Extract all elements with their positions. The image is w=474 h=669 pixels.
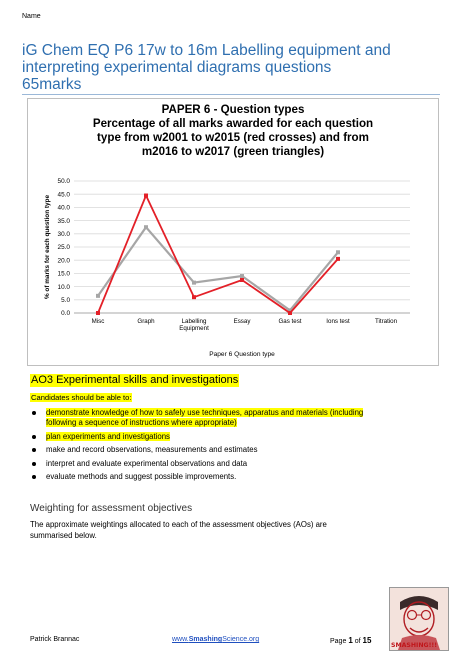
paragraph-line: The approximate weightings allocated to each of the assessment objectives (AOs) are <box>30 520 327 529</box>
weighting-heading: Weighting for assessment objectives <box>30 503 193 514</box>
y-tick-label: 15.0 <box>57 270 70 278</box>
website-brand: Smashing <box>188 636 223 643</box>
objective-item <box>30 432 430 442</box>
chart-title-line: type from w2001 to w2015 (red crosses) and from <box>97 131 369 144</box>
y-tick-label: 45.0 <box>57 191 70 199</box>
weighting-paragraph <box>30 519 430 541</box>
section-heading: AO3 Experimental skills and investigations <box>31 374 239 386</box>
x-tick-label: Misc <box>91 318 105 325</box>
chart-title-line: Percentage of all marks awarded for each question <box>92 117 374 130</box>
objective-item <box>30 472 430 482</box>
paragraph-line: summarised below. <box>30 531 97 540</box>
bullet-icon <box>32 448 36 452</box>
mascot-face-icon <box>390 588 448 650</box>
series-line <box>98 227 338 310</box>
objective-text: evaluate methods and suggest possible improvements. <box>46 472 237 482</box>
y-tick-label: 30.0 <box>57 231 70 238</box>
data-point <box>240 278 244 282</box>
y-tick-label: 35.0 <box>57 217 70 225</box>
y-tick-label: 10.0 <box>57 283 70 291</box>
footer-website-link[interactable] <box>172 636 259 643</box>
x-tick-label: Essay <box>233 318 251 325</box>
data-point <box>192 281 196 285</box>
x-tick-label: Ions test <box>326 318 350 325</box>
objective-text: make and record observations, measurements and estimates <box>46 445 258 455</box>
data-point <box>336 257 340 261</box>
chart-title-line: PAPER 6 - Question types <box>161 103 305 116</box>
y-tick-label: 40.0 <box>57 204 70 212</box>
page-label: Page <box>330 638 347 645</box>
title-divider <box>22 94 440 95</box>
x-tick-label: Equipment <box>179 325 209 332</box>
document-title-line: 65marks <box>22 76 82 93</box>
y-tick-label: 5.0 <box>61 297 70 304</box>
x-tick-label: Labelling <box>181 318 207 325</box>
website-suffix: Science.org <box>222 636 260 643</box>
section-intro: Candidates should be able to: <box>31 393 132 402</box>
data-point <box>96 294 100 298</box>
document-title-line: iG Chem EQ P6 17w to 16m Labelling equipment and <box>22 42 391 59</box>
bullet-icon <box>32 462 36 466</box>
objectives-list <box>30 408 430 486</box>
bullet-icon <box>32 435 36 439</box>
chart-plot <box>28 99 438 365</box>
data-point <box>192 295 196 299</box>
y-tick-label: 20.0 <box>57 257 70 265</box>
document-title-line: interpreting experimental diagrams questions <box>22 59 332 76</box>
x-tick-label: Graph <box>137 318 155 325</box>
footer-author: Patrick Brannac <box>30 636 80 643</box>
chart-title-line: m2016 to w2017 (green triangles) <box>141 145 325 158</box>
page-total: 15 <box>362 636 372 645</box>
objective-text: following a sequence of instructions where appropriate) <box>46 418 237 427</box>
data-point <box>144 194 148 198</box>
y-tick-label: 50.0 <box>57 178 70 186</box>
y-tick-label: 25.0 <box>57 244 70 252</box>
objective-item <box>30 408 430 428</box>
bullet-icon <box>32 475 36 479</box>
name-label: Name <box>22 13 41 20</box>
data-point <box>144 225 148 229</box>
data-point <box>240 274 244 278</box>
data-point <box>288 311 292 315</box>
objective-text: interpret and evaluate experimental observations and data <box>46 458 248 468</box>
objective-text: plan experiments and investigations <box>46 431 170 441</box>
smashing-science-mascot <box>389 587 449 651</box>
page-number <box>330 636 371 645</box>
x-axis-title: Paper 6 Question type <box>209 351 275 358</box>
page-of: of <box>354 638 361 645</box>
page-current: 1 <box>348 636 353 645</box>
y-axis-title: % of marks for each question type <box>44 194 51 300</box>
bullet-icon <box>32 411 36 415</box>
data-point <box>336 250 340 254</box>
objective-item <box>30 445 430 455</box>
document-title <box>22 42 442 93</box>
objective-item <box>30 459 430 469</box>
y-tick-label: 0.0 <box>61 310 70 318</box>
website-prefix: www. <box>172 636 189 643</box>
mascot-label: SMASHING!!! <box>391 642 438 649</box>
objective-text: demonstrate knowledge of how to safely use techniques, apparatus and materials (including <box>46 408 364 417</box>
data-point <box>96 311 100 315</box>
question-types-chart <box>27 98 439 366</box>
x-tick-label: Titration <box>374 318 398 325</box>
x-tick-label: Gas test <box>278 318 302 325</box>
